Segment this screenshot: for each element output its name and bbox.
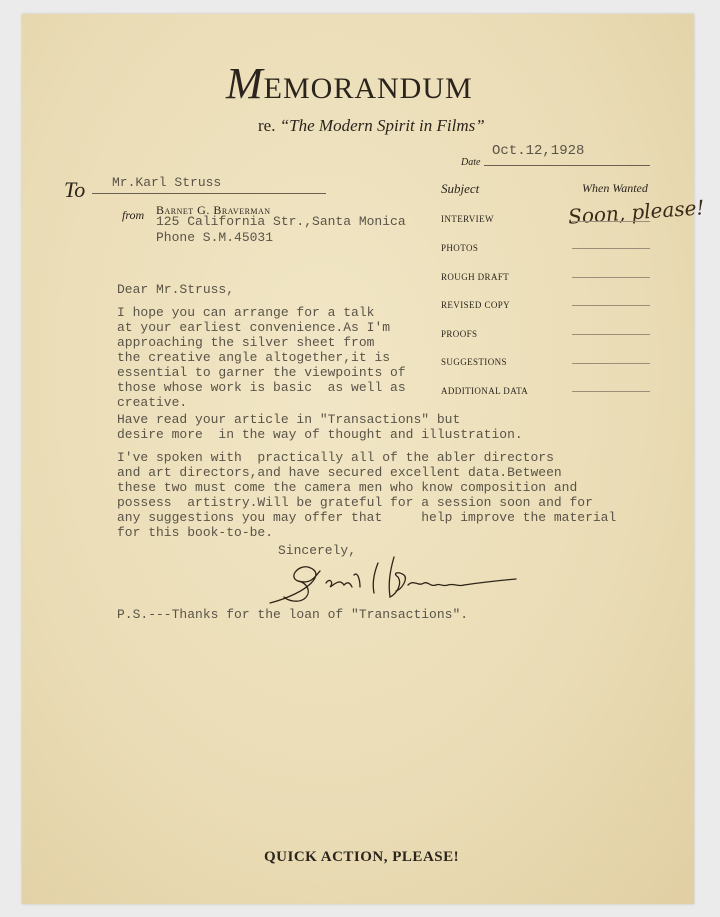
salutation: Dear Mr.Struss, — [117, 282, 235, 297]
from-phone: Phone S.M.45031 — [156, 230, 274, 245]
subject-line — [572, 305, 650, 306]
from-address: 125 California Str.,Santa Monica — [156, 214, 406, 229]
subject-line — [572, 221, 650, 222]
subject-item: ADDITIONAL DATA — [441, 386, 529, 396]
subject-line — [572, 391, 650, 392]
subject-line — [572, 248, 650, 249]
to-value: Mr.Karl Struss — [112, 175, 222, 190]
subject-item: INTERVIEW — [441, 214, 494, 224]
subject-item: PROOFS — [441, 329, 478, 339]
paragraph-2: Have read your article in "Transactions" but desire more in the way of thought and illustration. — [117, 412, 523, 442]
handwritten-note: Soon, please! — [567, 195, 706, 229]
quick-action-footer: QUICK ACTION, PLEASE! — [264, 849, 460, 865]
memo-title-rest: EMORANDUM — [263, 72, 473, 105]
subject-line — [572, 363, 650, 364]
postscript: P.S.---Thanks for the loan of "Transactions". — [117, 607, 469, 622]
date-value: Oct.12,1928 — [492, 143, 585, 159]
memo-title-initial: M — [226, 59, 264, 108]
subject-item: PHOTOS — [441, 243, 479, 253]
date-underline — [484, 165, 650, 166]
subject-item: ROUGH DRAFT — [441, 272, 510, 282]
to-label: To — [64, 177, 86, 202]
closing: Sincerely, — [278, 543, 357, 558]
subject-item: REVISED COPY — [441, 300, 511, 310]
signature — [268, 553, 518, 609]
subject-item: SUGGESTIONS — [441, 357, 507, 367]
from-name: Barnet G. Braverman — [156, 203, 271, 217]
paragraph-3: I've spoken with practically all of the abler directors and art directors,and have secured excellent data.Between these two must come the camera men who know composition and possess artistry.Will be grateful for a session soon and for any suggestions you may offer that help improve the material for this book-to-be. — [117, 450, 617, 540]
to-underline — [92, 193, 326, 194]
subject-header: Subject — [441, 181, 480, 196]
memo-subtitle — [258, 116, 485, 136]
when-wanted-header: When Wanted — [582, 181, 648, 195]
date-label: Date — [461, 157, 481, 168]
paragraph-1: I hope you can arrange for a talk at your earliest convenience.As I'm approaching the silver sheet from the creative angle altogether,it is essential to garner the viewpoints of those whose work is basic as well as creative. — [117, 305, 406, 410]
re-label: re. — [258, 116, 276, 135]
subject-line — [572, 334, 650, 335]
subject-line — [572, 277, 650, 278]
subtitle-text: “The Modern Spirit in Films” — [279, 116, 485, 135]
memo-title — [226, 58, 473, 109]
from-label: from — [122, 208, 145, 222]
